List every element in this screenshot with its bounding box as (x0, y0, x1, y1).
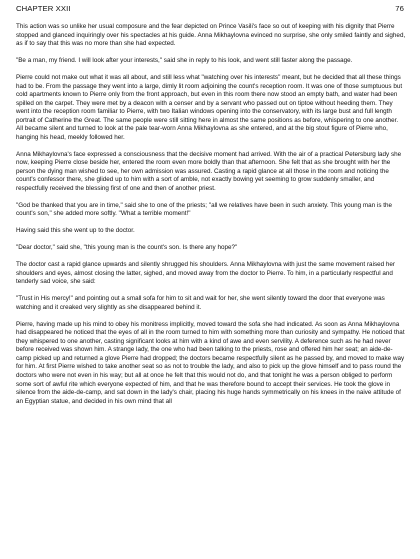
paragraph: Pierre could not make out what it was all about, and still less what "watching over his interests" meant, but he decided that all these things had to be. From the passage they went into a large, dimly lit room adjoining the count's reception room. It was one of those sumptuous but cold apartments known to Pierre only from the front approach, but even in this room there now stood an empty bath, and water had been spilled on the carpet. They were met by a deacon with a censer and by a servant who passed out on tiptoe without heeding them. They went into the reception room familiar to Pierre, with two Italian windows opening into the conservatory, with its large bust and full length portrait of Catherine the Great. The same people were still sitting here in almost the same positions as before, whispering to one another. All became silent and turned to look at the pale tear-worn Anna Mikhaylovna as she entered, and at the big stout figure of Pierre who, hanging his head, meekly followed her. (16, 73, 403, 141)
paragraph: "Dear doctor," said she, "this young man is the count's son. Is there any hope?" (16, 244, 238, 252)
paragraph: "God be thanked that you are in time," said she to one of the priests; "all we relatives have been in such anxiety. This young man is the count's son," she added more softly. "What a terrible moment!" (16, 201, 393, 218)
paragraph: Anna Mikhaylovna's face expressed a consciousness that the decisive moment had arrived. With the air of a practical Petersburg lady she now, keeping Pierre close beside her, entered the room even more boldly than that afternoon. She felt that as she brought with her the person the dying man wished to see, her own admission was assured. Casting a rapid glance at all those in the room and noticing the count's confessor there, she glided up to him with a sort of amble, not exactly bowing yet seeming to grow suddenly smaller, and respectfully received the blessing first of one and then of another priest. (16, 150, 402, 192)
document-page (16, 4, 406, 555)
paragraph: The doctor cast a rapid glance upwards and silently shrugged his shoulders. Anna Mikhaylovna with just the same movement raised her shoulders and eyes, almost closing the latter, sighed, and moved away from the doctor to Pierre. To him, in a particularly respectful and tenderly sad voice, she said: (16, 261, 396, 286)
page-number: 76 (395, 4, 404, 13)
paragraph: Pierre, having made up his mind to obey his monitress implicitly, moved toward the sofa she had indicated. As soon as Anna Mikhaylovna had disappeared he noticed that the eyes of all in the room turned to him with something more than curiosity and sympathy. He noticed that they whispered to one another, casting significant looks at him with a kind of awe and even servility. A deference such as he had never before received was shown him. A strange lady, the one who had been talking to the priests, rose and offered him her seat; an aide-de-camp picked up and returned a glove Pierre had dropped; the doctors became respectfully silent as he passed by, and moved to make way for him. At first Pierre wished to take another seat so as not to trouble the lady, and also to pick up the glove himself and to pass round the doctors who were not even in his way; but all at once he felt that this would not do, and that tonight he was a person obliged to perform some sort of awful rite which everyone expected of him, and that he was therefore bound to accept their services. He took the glove in silence from the aide-de-camp, and sat down in the lady's chair, placing his huge hands symmetrically on his knees in the naive attitude of an Egyptian statue, and decided in his own mind that all (16, 320, 405, 405)
paragraph: "Be a man, my friend. I will look after your interests," said she in reply to his look, and went still faster along the passage. (16, 57, 353, 65)
paragraph: This action was so unlike her usual composure and the fear depicted on Prince Vasili's face so out of keeping with his dignity that Pierre stopped and glanced inquiringly over his spectacles at his guide. Anna Mikhaylovna evinced no surprise, she only smiled faintly and sighed, as if to say that this was no more than she had expected. (16, 23, 406, 48)
paragraph: "Trust in His mercy!" and pointing out a small sofa for him to sit and wait for her, she went silently toward the door that everyone was watching and it creaked very slightly as she disappeared behind it. (16, 295, 385, 311)
body-text (16, 23, 406, 406)
page-header (16, 4, 406, 14)
chapter-title: CHAPTER XXII (16, 4, 71, 13)
paragraph: Having said this she went up to the doctor. (16, 227, 135, 235)
